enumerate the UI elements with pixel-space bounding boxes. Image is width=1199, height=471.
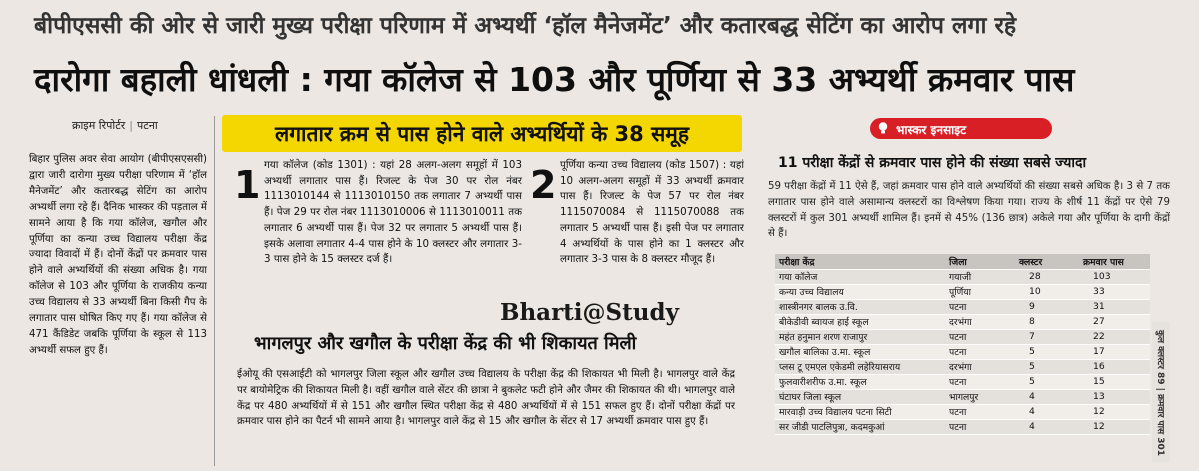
cell-passed: 27 xyxy=(1079,314,1150,329)
cell-clusters: 5 xyxy=(1015,374,1079,389)
banner xyxy=(222,115,742,152)
insight-body: 59 परीक्षा केंद्रों में 11 ऐसे हैं, जहां क्रमवार पास होने वाले अभ्यर्थियों की संख्या सबसे अधिक है। 3 से 7 तक लगातार पास होने वाले असामान्य क्लस्टरों का विश्लेषण किया गया। राज्य के शीर्ष 11 केंद्रों पर ऐसे 79 क्लस्टरों में कुल 301 अभ्यर्थी शामिल हैं। इनमें से 45% (136 छात्र) अकेले गया और पूर्णिया के दागी केंद्रों से हैं। xyxy=(768,181,1170,240)
cell-clusters: 8 xyxy=(1015,314,1079,329)
table-row xyxy=(775,299,1150,314)
cell-district: गयाजी xyxy=(945,269,1015,284)
cell-passed: 103 xyxy=(1079,269,1150,284)
cell-passed: 13 xyxy=(1079,389,1150,404)
side-label: कुल क्लस्टर 89 | क्रमवार पास 301 xyxy=(1155,330,1165,456)
cell-clusters: 4 xyxy=(1015,404,1079,419)
left-story: बिहार पुलिस अवर सेवा आयोग (बीपीएसएससी) द्वारा जारी दारोगा मुख्य परीक्षा परिणाम में ‘हॉल मैनेजमेंट’ और कतारबद्ध सेटिंग का आरोप अभ्यर्थी लगा रहे हैं। दैनिक भास्कर की पड़ताल में सामने आया है कि गया कॉलेज, खगौल और पूर्णिया का कन्या उच्च विद्यालय परीक्षा केंद्र ज्यादा विवादों में हैं। दोनों केंद्रों पर क्रमवार पास होने वाले अभ्यर्थियों की संख्या अधिक है। गया कॉलेज से 103 और पूर्णिया के राजकीय कन्या उच्च विद्यालय से 33 अभ्यर्थी बिना किसी गैप के लगातार पास घोषित किए गए हैं। गया कॉलेज से 471 कैंडिडेट जबकि पूर्णिया के स्कूल से 113 अभ्यर्थी सफल हुए हैं। xyxy=(29,154,207,356)
centres-table xyxy=(775,254,1150,435)
table-body xyxy=(775,269,1150,434)
cell-passed: 16 xyxy=(1079,359,1150,374)
watermark: Bharti@Study xyxy=(500,299,679,326)
table-row xyxy=(775,389,1150,404)
insight-label: भास्कर इनसाइट xyxy=(896,123,967,137)
table-row xyxy=(775,344,1150,359)
insight-heading: 11 परीक्षा केंद्रों से क्रमवार पास होने की संख्या सबसे ज्यादा xyxy=(778,155,1087,171)
cell-clusters: 5 xyxy=(1015,359,1079,374)
item-1 xyxy=(234,158,524,308)
table-row xyxy=(775,374,1150,389)
cell-passed: 31 xyxy=(1079,299,1150,314)
cell-clusters: 4 xyxy=(1015,389,1079,404)
item-2 xyxy=(530,158,744,308)
bulb-icon xyxy=(876,121,890,135)
cell-passed: 17 xyxy=(1079,344,1150,359)
byline xyxy=(72,118,158,133)
table-row xyxy=(775,404,1150,419)
cell-centre: मारवाड़ी उच्च विद्यालय पटना सिटी xyxy=(775,404,945,419)
table-row xyxy=(775,314,1150,329)
item-1-text: गया कॉलेज (कोड 1301) : यहां 28 अलग-अलग समूहों में 103 अभ्यर्थी लगातार पास हैं। रिजल्ट के पेज 30 पर रोल नंबर 1113010144 से 1113010150 तक लगातार 7 अभ्यर्थी पास हैं। पेज 29 पर रोल नंबर 1113010006 से 1113010011 तक लगातार 6 अभ्यर्थी पास हैं। पेज 32 पर लगातार 5 अभ्यर्थी पास हैं। इसके अलावा लगातार 4-4 पास होने के 10 क्लस्टर और लगातार 3-3 पास होने के 15 क्लस्टर दर्ज हैं। xyxy=(264,159,522,266)
cell-centre: गया कॉलेज xyxy=(775,269,945,284)
byline-reporter: क्राइम रिपोर्टर xyxy=(72,119,126,132)
second-story: ईओयू की एसआईटी को भागलपुर जिला स्कूल और खगौल उच्च विद्यालय के परीक्षा केंद्र की शिकायत भी मिली है। भागलपुर वाले केंद्र पर बायोमेट्रिक की शिकायत मिली है। वहीं खगौल वाले सेंटर की छात्रा ने बुकलेट फटी होने और जैमर की शिकायत की थी। भागलपुर वाले केंद्र पर 480 अभ्यर्थियों में से 151 और खगौल स्थित परीक्षा केंद्र से 480 अभ्यर्थियों में से 151 सफल हुए हैं। दोनों परीक्षा केंद्रों पर क्रमवार पास होने का पैटर्न भी सामने आया है। भागलपुर वाले केंद्र से 15 और खगौल के सेंटर से 17 अभ्यर्थी क्रमवार पास हुए हैं। xyxy=(237,369,735,428)
sub-headline: भागलपुर और खगौल के परीक्षा केंद्र की भी शिकायत मिली xyxy=(254,333,637,354)
cell-centre: सर जीडी पाटलिपुत्रा, कदमकुआं xyxy=(775,419,945,434)
cell-clusters: 7 xyxy=(1015,329,1079,344)
cell-centre: खगौल बालिका उ.मा. स्कूल xyxy=(775,344,945,359)
cell-passed: 12 xyxy=(1079,404,1150,419)
cell-clusters: 28 xyxy=(1015,269,1079,284)
cell-centre: महंत हनुमान शरण राजापुर xyxy=(775,329,945,344)
cell-district: पटना xyxy=(945,419,1015,434)
insight-badge xyxy=(870,118,1052,139)
cell-centre: घंटाघर जिला स्कूल xyxy=(775,389,945,404)
cell-district: पूर्णिया xyxy=(945,284,1015,299)
table-header-row xyxy=(775,254,1150,269)
cell-district: पटना xyxy=(945,329,1015,344)
item-2-number: 2 xyxy=(530,163,557,207)
table-row xyxy=(775,284,1150,299)
cell-clusters: 5 xyxy=(1015,344,1079,359)
cell-centre: कन्या उच्च विद्यालय xyxy=(775,284,945,299)
header-clusters: क्लस्टर xyxy=(1015,254,1079,269)
item-1-number: 1 xyxy=(234,163,261,207)
kicker: बीपीएससी की ओर से जारी मुख्य परीक्षा परिणाम में अभ्यर्थी ‘हॉल मैनेजमेंट’ और कतारबद्ध सेटिंग का आरोप लगा रहे xyxy=(34,13,1017,39)
item-2-text: पूर्णिया कन्या उच्च विद्यालय (कोड 1507) : यहां 10 अलग-अलग समूहों में 33 अभ्यर्थी क्रमवार पास हैं। रिजल्ट के पेज 57 पर रोल नंबर 1115070084 से 1115070088 तक लगातार 5 अभ्यर्थी पास हैं। इसी पेज पर लगातार 4 अभ्यर्थियों के पास होने का 1 क्लस्टर और लगातार 3-3 पास के 8 क्लस्टर मौजूद हैं। xyxy=(560,159,744,266)
cell-district: भागलपुर xyxy=(945,389,1015,404)
header-district: जिला xyxy=(945,254,1015,269)
headline: दारोगा बहाली धांधली : गया कॉलेज से 103 और पूर्णिया से 33 अभ्यर्थी क्रमवार पास xyxy=(34,60,1075,99)
cell-district: पटना xyxy=(945,374,1015,389)
column-divider xyxy=(214,116,215,466)
cell-clusters: 10 xyxy=(1015,284,1079,299)
table-row xyxy=(775,329,1150,344)
byline-separator: | xyxy=(129,119,133,132)
banner-title: लगातार क्रम से पास होने वाले अभ्यर्थियों के 38 समूह xyxy=(274,122,690,146)
header-passed: क्रमवार पास xyxy=(1079,254,1150,269)
cell-centre: शास्त्रीनगर बालक उ.वि. xyxy=(775,299,945,314)
cell-passed: 33 xyxy=(1079,284,1150,299)
table-row xyxy=(775,419,1150,434)
header-centre: परीक्षा केंद्र xyxy=(775,254,945,269)
table-row xyxy=(775,359,1150,374)
cell-district: दरभंगा xyxy=(945,314,1015,329)
cell-passed: 15 xyxy=(1079,374,1150,389)
cell-passed: 22 xyxy=(1079,329,1150,344)
cell-centre: फुलवारीशरीफ उ.मा. स्कूल xyxy=(775,374,945,389)
cell-district: पटना xyxy=(945,344,1015,359)
cell-clusters: 9 xyxy=(1015,299,1079,314)
cell-passed: 12 xyxy=(1079,419,1150,434)
cell-district: पटना xyxy=(945,404,1015,419)
cell-centre: प्लस टू एमएल एकेडमी लहेरियासराय xyxy=(775,359,945,374)
cell-clusters: 4 xyxy=(1015,419,1079,434)
cell-centre: बीकेडीवी ब्वायज हाई स्कूल xyxy=(775,314,945,329)
cell-district: दरभंगा xyxy=(945,359,1015,374)
byline-city: पटना xyxy=(136,119,158,132)
cell-district: पटना xyxy=(945,299,1015,314)
table-row xyxy=(775,269,1150,284)
